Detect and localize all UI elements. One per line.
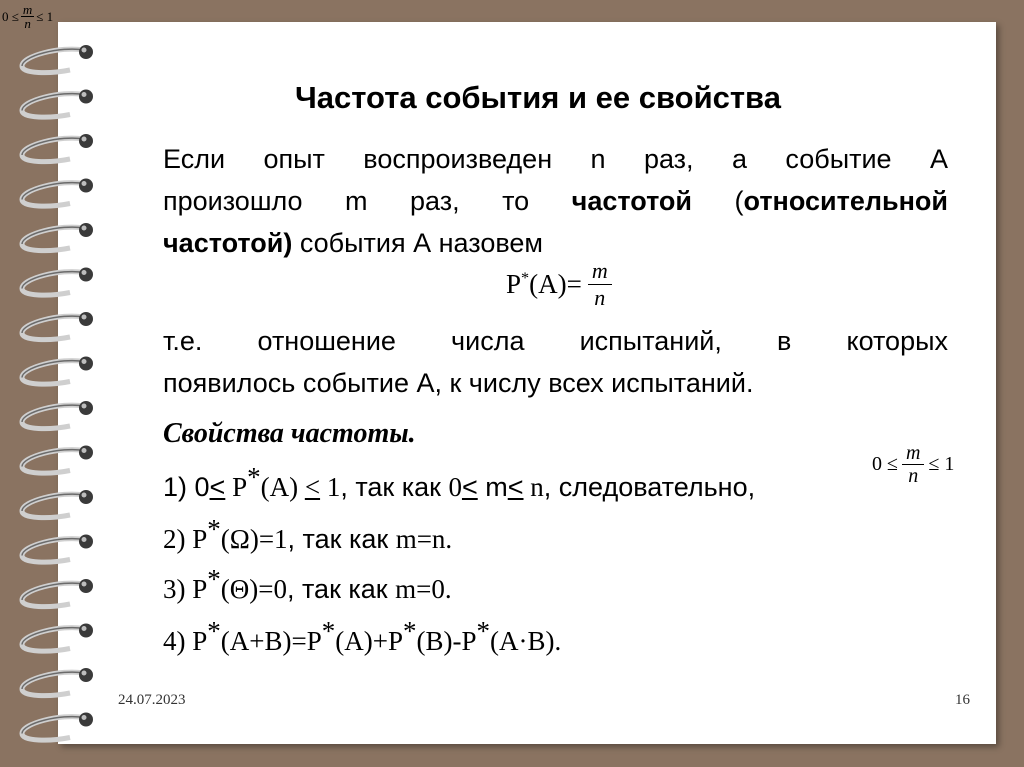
spiral-ring — [22, 450, 84, 474]
p1-n: , следовательно, — [543, 472, 756, 502]
term-otnositelnoy: относительной — [743, 186, 949, 216]
spiral-ring — [22, 539, 84, 563]
bounds-fraction-denominator: n — [908, 465, 919, 487]
p4-i: (A·B). — [489, 626, 562, 656]
spiral-hole — [79, 446, 93, 460]
spiral-hole — [79, 579, 93, 593]
p4-b: * — [207, 616, 221, 646]
spiral-hole — [79, 535, 93, 549]
spiral-hole-highlight — [82, 671, 87, 676]
spiral-hole-highlight — [82, 404, 87, 409]
p3-e: m=0. — [395, 574, 452, 604]
paragraph1-line3 — [163, 224, 948, 262]
paragraph1-line1-text: Если опыт воспроизведен n раз, а событие А — [163, 144, 948, 174]
spiral-hole — [79, 668, 93, 682]
spiral-ring — [22, 405, 84, 429]
footer-page-number: 16 — [955, 692, 970, 708]
spiral-hole-highlight — [82, 270, 87, 275]
spiral-ring — [22, 316, 84, 340]
p4-d: * — [321, 616, 336, 646]
spiral-hole-highlight — [82, 92, 87, 97]
corner-formula-rhs: ≤ 1 — [36, 8, 54, 24]
property-1 — [163, 462, 755, 503]
spiral-hole-highlight — [82, 48, 87, 53]
spiral-hole — [79, 90, 93, 104]
spiral-hole — [79, 268, 93, 282]
paragraph2-line1 — [163, 322, 948, 360]
p1-d: * — [247, 462, 261, 492]
p4-g: (B)-P — [416, 626, 477, 656]
p1-g: 1 — [320, 472, 341, 502]
frequency-fraction-denominator: n — [594, 285, 606, 310]
spiral-ring — [22, 361, 84, 385]
spiral-hole — [79, 312, 93, 326]
spiral-hole-highlight — [82, 448, 87, 453]
spiral-hole — [79, 179, 93, 193]
term-chastotoy: частотой — [571, 186, 693, 216]
spiral-hole — [79, 357, 93, 371]
spiral-ring — [22, 628, 84, 652]
p4-e: (A)+P — [335, 626, 403, 656]
p2-a: 2) P — [163, 524, 208, 554]
spiral-hole-highlight — [82, 626, 87, 631]
footer-date: 24.07.2023 — [118, 692, 186, 708]
corner-fraction-numerator: m — [22, 2, 33, 17]
paragraph1-line2-text: произошло m раз, то — [163, 186, 572, 216]
p3-a: 3) P — [163, 574, 208, 604]
p4-a: 4) P — [163, 626, 208, 656]
corner-formula-lhs: 0 ≤ — [2, 8, 19, 24]
spiral-ring — [22, 227, 84, 251]
frequency-fraction — [588, 258, 612, 311]
paragraph1-line3-text: события А назовем — [292, 228, 543, 258]
p4-h: * — [476, 616, 490, 646]
bounds-formula-rhs: ≤ 1 — [928, 453, 955, 475]
p1-j: < — [461, 472, 478, 502]
spiral-ring — [22, 183, 84, 207]
corner-fraction-denominator: n — [24, 16, 31, 31]
spiral-hole-highlight — [82, 181, 87, 186]
p1-b: < — [209, 472, 226, 502]
property-4 — [163, 616, 561, 657]
spiral-hole — [79, 624, 93, 638]
paren-open: ( — [692, 186, 744, 216]
frequency-formula-lhs: P*(A)= — [506, 269, 582, 299]
spiral-hole-highlight — [82, 582, 87, 587]
term-chastotoy-close: частотой) — [163, 228, 293, 258]
spiral-ring — [22, 94, 84, 118]
spiral-ring — [22, 494, 84, 518]
p1-a: 1) 0 — [163, 472, 210, 502]
spiral-hole-highlight — [82, 715, 87, 720]
p4-f: * — [402, 616, 417, 646]
paragraph2-line2 — [163, 364, 948, 402]
spiral-ring — [22, 49, 84, 73]
spiral-hole — [79, 45, 93, 59]
bounds-fraction — [902, 442, 924, 487]
p1-l: < — [507, 472, 524, 502]
bounds-formula-lhs: 0 ≤ — [872, 453, 898, 475]
spiral-hole — [79, 713, 93, 727]
p4-c: (A+B)=P — [220, 626, 322, 656]
p1-h: , так как — [340, 472, 449, 502]
p2-b: * — [207, 514, 221, 544]
spiral-hole-highlight — [82, 359, 87, 364]
p2-d: , так как — [287, 524, 396, 554]
notebook-spiral-binding — [0, 0, 120, 767]
p3-c: (Θ)=0 — [220, 574, 287, 604]
spiral-hole — [79, 490, 93, 504]
spiral-hole — [79, 223, 93, 237]
property-2 — [163, 514, 452, 555]
paragraph2-line1-text: т.е. отношение числа испытаний, в которых — [163, 326, 948, 356]
spiral-hole-highlight — [82, 137, 87, 142]
p3-b: * — [207, 564, 221, 594]
spiral-hole-highlight — [82, 315, 87, 320]
spiral-ring — [22, 138, 84, 162]
p1-k: m — [477, 472, 508, 502]
paragraph1-line1 — [163, 140, 948, 178]
p1-i: 0 — [448, 472, 462, 502]
spiral-hole — [79, 134, 93, 148]
spiral-hole-highlight — [82, 537, 87, 542]
p2-e: m=n. — [395, 524, 453, 554]
spiral-hole-highlight — [82, 493, 87, 498]
slide-title: Частота события и ее свойства — [295, 80, 781, 115]
p1-m: n — [523, 472, 544, 502]
spiral-ring — [22, 717, 84, 741]
p1-e: (A) — [260, 472, 305, 502]
p1-f: < — [304, 472, 321, 502]
bounds-formula — [872, 442, 954, 487]
spiral-ring — [22, 272, 84, 296]
spiral-ring — [22, 672, 84, 696]
corner-formula — [2, 3, 53, 30]
paragraph2-line2-text: появилось событие А, к числу всех испытаний. — [163, 368, 754, 398]
spiral-hole-highlight — [82, 226, 87, 231]
spiral-hole — [79, 401, 93, 415]
p2-c: (Ω)=1 — [220, 524, 288, 554]
paragraph1-line2 — [163, 182, 948, 220]
bounds-fraction-numerator: m — [902, 442, 924, 465]
corner-fraction — [21, 3, 34, 30]
p3-d: , так как — [286, 574, 396, 604]
property-3 — [163, 564, 452, 605]
frequency-formula — [506, 258, 612, 311]
frequency-fraction-numerator: m — [588, 258, 612, 285]
p1-c: P — [225, 472, 248, 502]
spiral-ring — [22, 583, 84, 607]
properties-heading: Свойства частоты. — [163, 418, 416, 449]
